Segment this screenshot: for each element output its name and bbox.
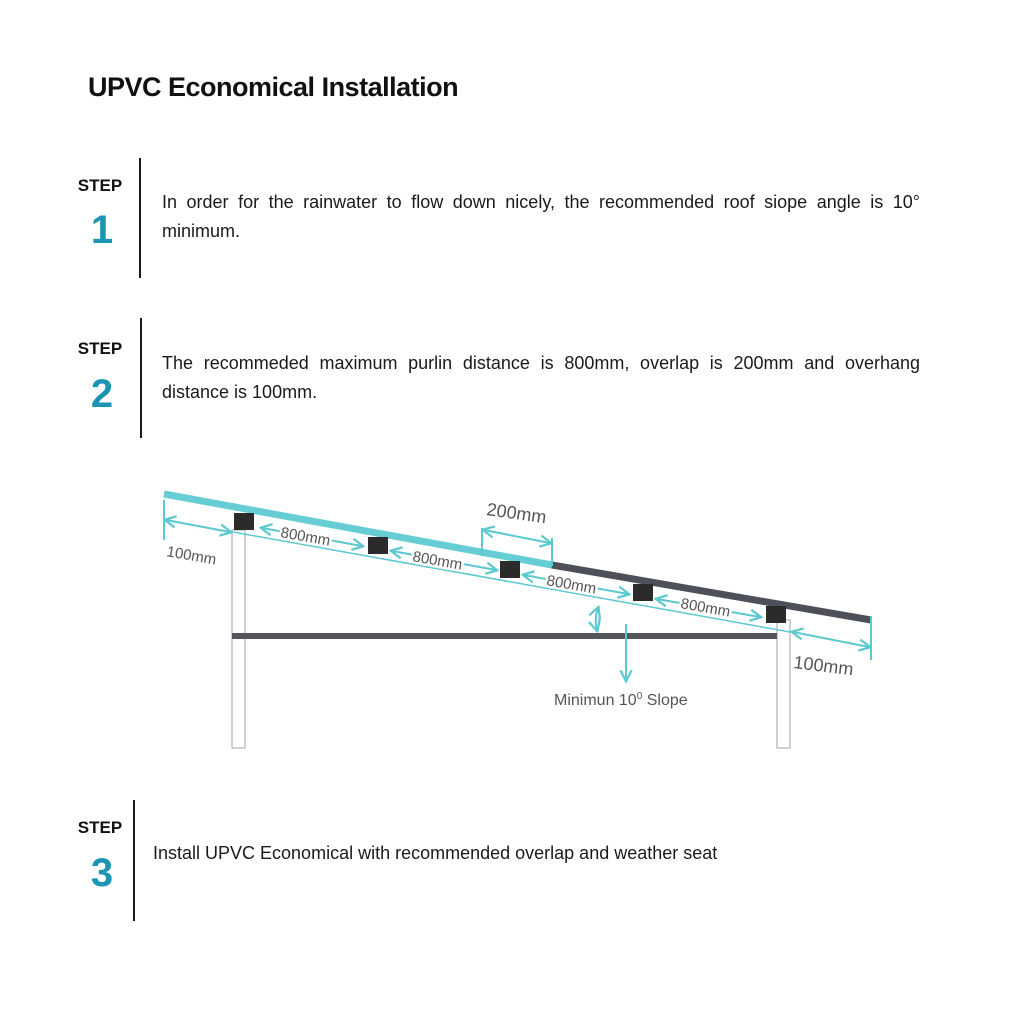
overhang-left-label: 100mm <box>165 543 218 569</box>
spacing-label: 800mm <box>679 595 732 621</box>
step-label: STEP <box>77 176 123 195</box>
overhang-right-label: 100mm <box>792 652 855 680</box>
spacing-label: 800mm <box>545 572 598 598</box>
overlap-label: 200mm <box>485 499 548 528</box>
step-number: 3 <box>90 851 114 895</box>
purlin <box>766 606 786 623</box>
overhang-right-arrow <box>793 632 869 647</box>
step-divider <box>133 800 135 921</box>
right-post <box>777 620 790 748</box>
page-title: UPVC Economical Installation <box>88 72 459 102</box>
step-number: 2 <box>90 372 114 416</box>
roof-installation-diagram <box>0 470 1024 770</box>
spacing-label: 800mm <box>279 524 332 550</box>
spacing-label: 800mm <box>411 548 464 574</box>
ground-beam <box>232 633 777 639</box>
step-divider <box>140 318 142 438</box>
overhang-left-arrow <box>166 520 230 532</box>
slope-curved-arrow <box>596 608 598 630</box>
slope-caption: Minimun $10^0$ Slope <box>554 691 688 709</box>
step-divider <box>139 158 141 278</box>
step-description: Install UPVC Economical with recommended overlap and weather seat <box>153 843 718 863</box>
step-description: In order for the rainwater to flow down nicely, the recommended roof siope angle is 10° minimum. <box>162 192 920 241</box>
step-number: 1 <box>90 208 114 252</box>
purlin <box>234 513 254 530</box>
overlap-arrow <box>484 530 550 543</box>
step-description: The recommeded maximum purlin distance is 800mm, overlap is 200mm and overhang distance is 100mm. <box>162 353 920 402</box>
step-label: STEP <box>77 339 123 358</box>
purlin <box>633 584 653 601</box>
purlin <box>500 561 520 578</box>
step-label: STEP <box>77 818 123 837</box>
purlin <box>368 537 388 554</box>
